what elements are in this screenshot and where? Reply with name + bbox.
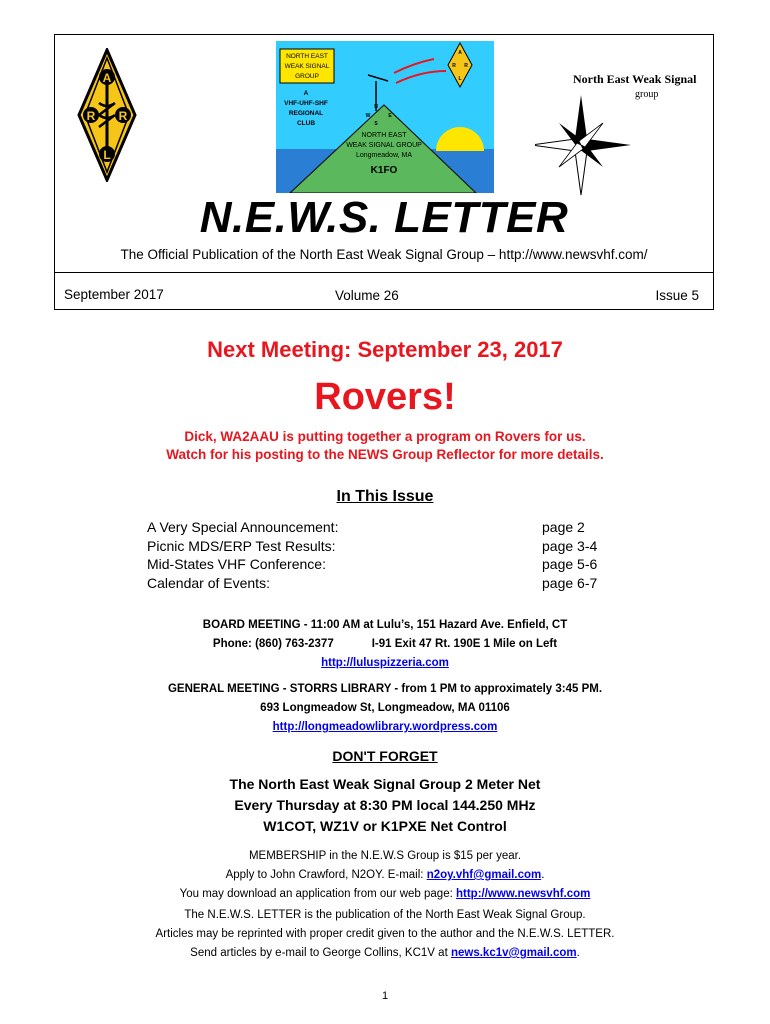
toc-heading: In This Issue (336, 488, 434, 505)
program-title: Rovers! (314, 376, 456, 418)
general-meeting-line: GENERAL MEETING - STORRS LIBRARY - from 1 PM to approximately 3:45 PM. (167, 683, 603, 695)
membership-line-2 (0, 866, 770, 885)
membership-download-text: You may download an application from our web page: (179, 888, 456, 900)
publication-block (0, 906, 770, 963)
arrl-letter-r-left: R (86, 109, 96, 123)
membership-apply-text: Apply to John Crawford, N2OY. E-mail: (225, 869, 427, 881)
net-info (0, 774, 770, 837)
membership-email-link[interactable]: n2oy.vhf@gmail.com (426, 869, 542, 881)
club-box-line-1: NORTH EAST (286, 53, 328, 60)
club-diamond-letter-a: A (458, 50, 462, 56)
club-left-line-1: A (303, 90, 309, 97)
publication-line-1: The N.E.W.S. LETTER is the publication of the North East Weak Signal Group. (184, 909, 586, 921)
weak-signal-group-title: North East Weak Signal (573, 72, 697, 86)
arrl-letter-a: A (102, 71, 112, 85)
general-meeting-link[interactable]: http://longmeadowlibrary.wordpress.com (272, 721, 498, 733)
general-meeting-block (0, 680, 770, 737)
toc-item-page: page 3-4 (542, 537, 598, 554)
masthead-subtitle: The Official Publication of the North East Weak Signal Group – http://www.newsvhf.com/ (120, 247, 648, 262)
toc-item (147, 537, 617, 556)
board-meeting-block (0, 616, 770, 673)
table-of-contents (147, 518, 617, 592)
weak-signal-group-logo (535, 55, 705, 205)
toc-item-title: Mid-States VHF Conference: (147, 556, 326, 572)
toc-item (147, 518, 617, 537)
program-line-1: Dick, WA2AAU is putting together a program on Rovers for us. (184, 429, 586, 444)
board-meeting-line: BOARD MEETING - 11:00 AM at Lulu’s, 151 Hazard Ave. Enfield, CT (202, 619, 568, 631)
issue-date: September 2017 (64, 287, 164, 302)
membership-line-1: MEMBERSHIP in the N.E.W.S Group is $15 per year. (248, 850, 522, 862)
toc-item (147, 574, 617, 593)
membership-block (0, 847, 770, 904)
issue-number: Issue 5 (655, 288, 699, 303)
membership-line-3 (0, 885, 770, 904)
toc-item-title: Picnic MDS/ERP Test Results: (147, 537, 336, 554)
club-left-line-4: CLUB (296, 120, 316, 127)
club-diamond-letter-l: L (458, 76, 462, 82)
club-hill-line-1: NORTH EAST (361, 132, 407, 139)
publication-line-2: Articles may be reprinted with proper credit given to the author and the N.E.W.S. LETTER. (155, 928, 615, 940)
club-compass-e: E (388, 113, 392, 119)
club-box-line-2: WEAK SIGNAL (284, 63, 330, 70)
toc-item-page: page 2 (542, 519, 585, 535)
arrl-letter-r-right: R (118, 109, 128, 123)
toc-item (147, 555, 617, 574)
membership-period: . (541, 869, 545, 881)
next-meeting-heading: Next Meeting: September 23, 2017 (207, 337, 563, 362)
masthead-divider (55, 272, 713, 273)
general-meeting-address: 693 Longmeadow St, Longmeadow, MA 01106 (260, 702, 510, 714)
toc-item-page: page 5-6 (542, 556, 598, 572)
board-meeting-phone-line (0, 635, 770, 654)
dont-forget-heading: DON'T FORGET (332, 748, 438, 764)
masthead-title: N.E.W.S. LETTER (199, 193, 569, 242)
club-callsign: K1FO (370, 165, 398, 176)
club-box-line-3: GROUP (295, 73, 319, 80)
club-compass-w: W (365, 113, 371, 119)
publication-line-3 (0, 944, 770, 963)
toc-item-title: A Very Special Announcement: (147, 519, 339, 535)
toc-item-title: Calendar of Events: (147, 574, 270, 591)
publication-send-text: Send articles by e-mail to George Collins, KC1V at (190, 947, 451, 959)
arrl-logo (77, 48, 137, 182)
board-meeting-phone: Phone: (860) 763-2377 (212, 638, 334, 650)
masthead-box (54, 34, 714, 310)
club-left-line-3: REGIONAL (288, 110, 324, 117)
toc-item-page: page 6-7 (542, 574, 598, 591)
issue-volume: Volume 26 (335, 288, 399, 303)
membership-web-link[interactable]: http://www.newsvhf.com (456, 888, 591, 900)
net-line-3: W1COT, WZ1V or K1PXE Net Control (263, 818, 507, 834)
program-description (0, 428, 770, 464)
club-hill-line-3: Longmeadow, MA (355, 152, 413, 159)
club-logo (276, 41, 494, 193)
arrl-letter-l: L (103, 148, 111, 162)
club-diamond-letter-r-right: R (464, 63, 468, 69)
club-compass-s: S (374, 121, 378, 127)
club-diamond-letter-r-left: R (452, 63, 456, 69)
weak-signal-group-sub: group (635, 89, 659, 100)
publication-period: . (576, 947, 580, 959)
page-number: 1 (381, 990, 389, 1002)
compass-rose-icon (535, 95, 631, 195)
club-hill-line-2: WEAK SIGNAL GROUP (346, 142, 422, 149)
club-compass-n: N (374, 104, 378, 110)
program-line-2: Watch for his posting to the NEWS Group Reflector for more details. (166, 447, 604, 462)
club-left-line-2: VHF-UHF-SHF (284, 100, 328, 107)
publication-email-link[interactable]: news.kc1v@gmail.com (450, 947, 577, 959)
board-meeting-link[interactable]: http://luluspizzeria.com (321, 657, 449, 669)
board-meeting-directions: I-91 Exit 47 Rt. 190E 1 Mile on Left (371, 638, 558, 650)
net-line-1: The North East Weak Signal Group 2 Meter Net (229, 776, 541, 792)
net-line-2: Every Thursday at 8:30 PM local 144.250 MHz (234, 797, 536, 813)
